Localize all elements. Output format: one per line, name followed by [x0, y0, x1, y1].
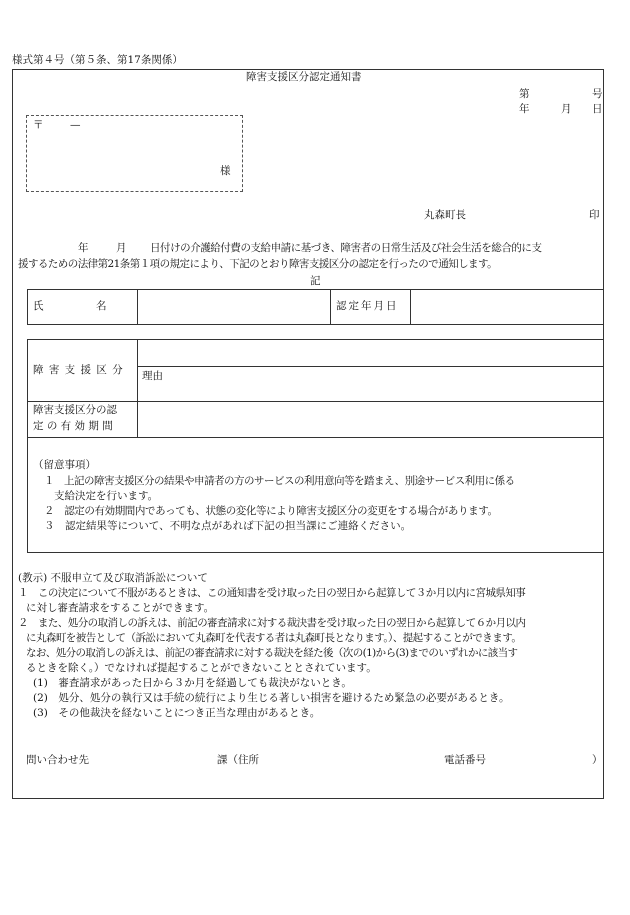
instruction-condition-2: (2) 処分、処分の執行又は手続の続行により生じる著しい損害を避けるため緊急の必要があるとき。 [33, 692, 510, 704]
support-class-label: 障 害 支 援 区 分 [33, 364, 124, 376]
honorific: 様 [220, 165, 231, 177]
intro-line-1: 日付けの介護給付費の支給申請に基づき、障害者の日常生活及び社会生活を総合的に支 [150, 242, 542, 254]
note-item-3: ３ 認定結果等について、不明な点があれば下記の担当課にご連絡ください。 [44, 520, 412, 532]
instruction-condition-1: (1) 審査請求があった日から３か月を経過しても裁決がないとき。 [33, 677, 352, 689]
form-label: 様式第４号（第５条、第17条関係） [12, 54, 183, 66]
ki-mark: 記 [310, 275, 321, 287]
reason-label: 理由 [142, 370, 163, 382]
instruction-p2-line-3: なお、処分の取消しの訴えは、前記の審査請求に対する裁決を経た後（次の(1)から(3)までのいずれかに該当す [26, 647, 518, 659]
issuer-name: 丸森町長 [424, 209, 466, 221]
instruction-p2-line-2: に丸森町を被告として（訴訟において丸森町を代表する者は丸森町長となります。）、提起することができます。 [26, 632, 522, 644]
instruction-condition-3: (3) その他裁決を経ないことにつき正当な理由があるとき。 [33, 707, 321, 719]
contact-department: 課（住所 [217, 754, 259, 766]
reason-row-top-line [137, 366, 604, 367]
intro-line-2: 援するための法律第21条第１項の規定により、下記のとおり障害支援区分の認定を行ったので通知します。 [18, 258, 498, 270]
validity-label-line-1: 障害支援区分の認 [33, 404, 117, 416]
validity-row-top-line [27, 401, 604, 402]
certification-date-value [415, 294, 599, 320]
name-label: 氏 名 [33, 300, 107, 312]
doc-number-suffix: 号 [592, 88, 603, 100]
note-item-1-line-2: 支給決定を行います。 [54, 490, 159, 502]
seal-mark: 印 [589, 209, 600, 221]
contact-label: 問い合わせ先 [26, 754, 89, 766]
intro-year: 年 [78, 242, 89, 254]
instruction-p1-line-2: に対し審査請求をすることができます。 [26, 602, 215, 614]
postal-dash: — [70, 119, 81, 131]
date-year: 年 [519, 103, 530, 115]
contact-close-paren: ） [592, 754, 603, 766]
name-value [142, 294, 325, 320]
intro-month: 月 [116, 242, 127, 254]
instruction-p2-line-1: ２ また、処分の取消しの訴えは、前記の審査請求に対する裁決書を受け取った日の翌日から起算して６か月以内 [18, 617, 526, 629]
applicant-table-divider-1 [137, 289, 138, 325]
instruction-p2-line-4: るときを除く。）でなければ提起することができないこととされています。 [26, 662, 377, 674]
address-box [26, 115, 243, 192]
note-item-2: ２ 認定の有効期間内であっても、状態の変化等により障害支援区分の変更をする場合があります。 [44, 505, 498, 517]
validity-label-line-2: 定 の 有 効 期 間 [33, 420, 113, 432]
certification-table-divider [137, 339, 138, 437]
notes-heading: （留意事項） [33, 459, 96, 471]
instruction-heading: (教示) 不服申立て及び取消訴訟について [18, 572, 208, 584]
instruction-p1-line-1: １ この決定について不服があるときは、この通知書を受け取った日の翌日から起算して３か月以内に宮城県知事 [18, 587, 526, 599]
postal-mark: 〒 [33, 119, 44, 131]
document-title: 障害支援区分認定通知書 [246, 71, 362, 83]
date-month: 月 [561, 103, 572, 115]
date-day: 日 [592, 103, 603, 115]
note-item-1-line-1: １ 上記の障害支援区分の結果や申請者の方のサービスの利用意向等を踏まえ、別途サービス利用に係る [44, 475, 515, 487]
contact-phone-label: 電話番号 [444, 754, 486, 766]
doc-number-prefix: 第 [519, 88, 530, 100]
notes-row-top-line [27, 437, 604, 438]
applicant-table-divider-3 [410, 289, 411, 325]
certification-date-label: 認定年月日 [336, 300, 399, 312]
applicant-table-divider-2 [330, 289, 331, 325]
